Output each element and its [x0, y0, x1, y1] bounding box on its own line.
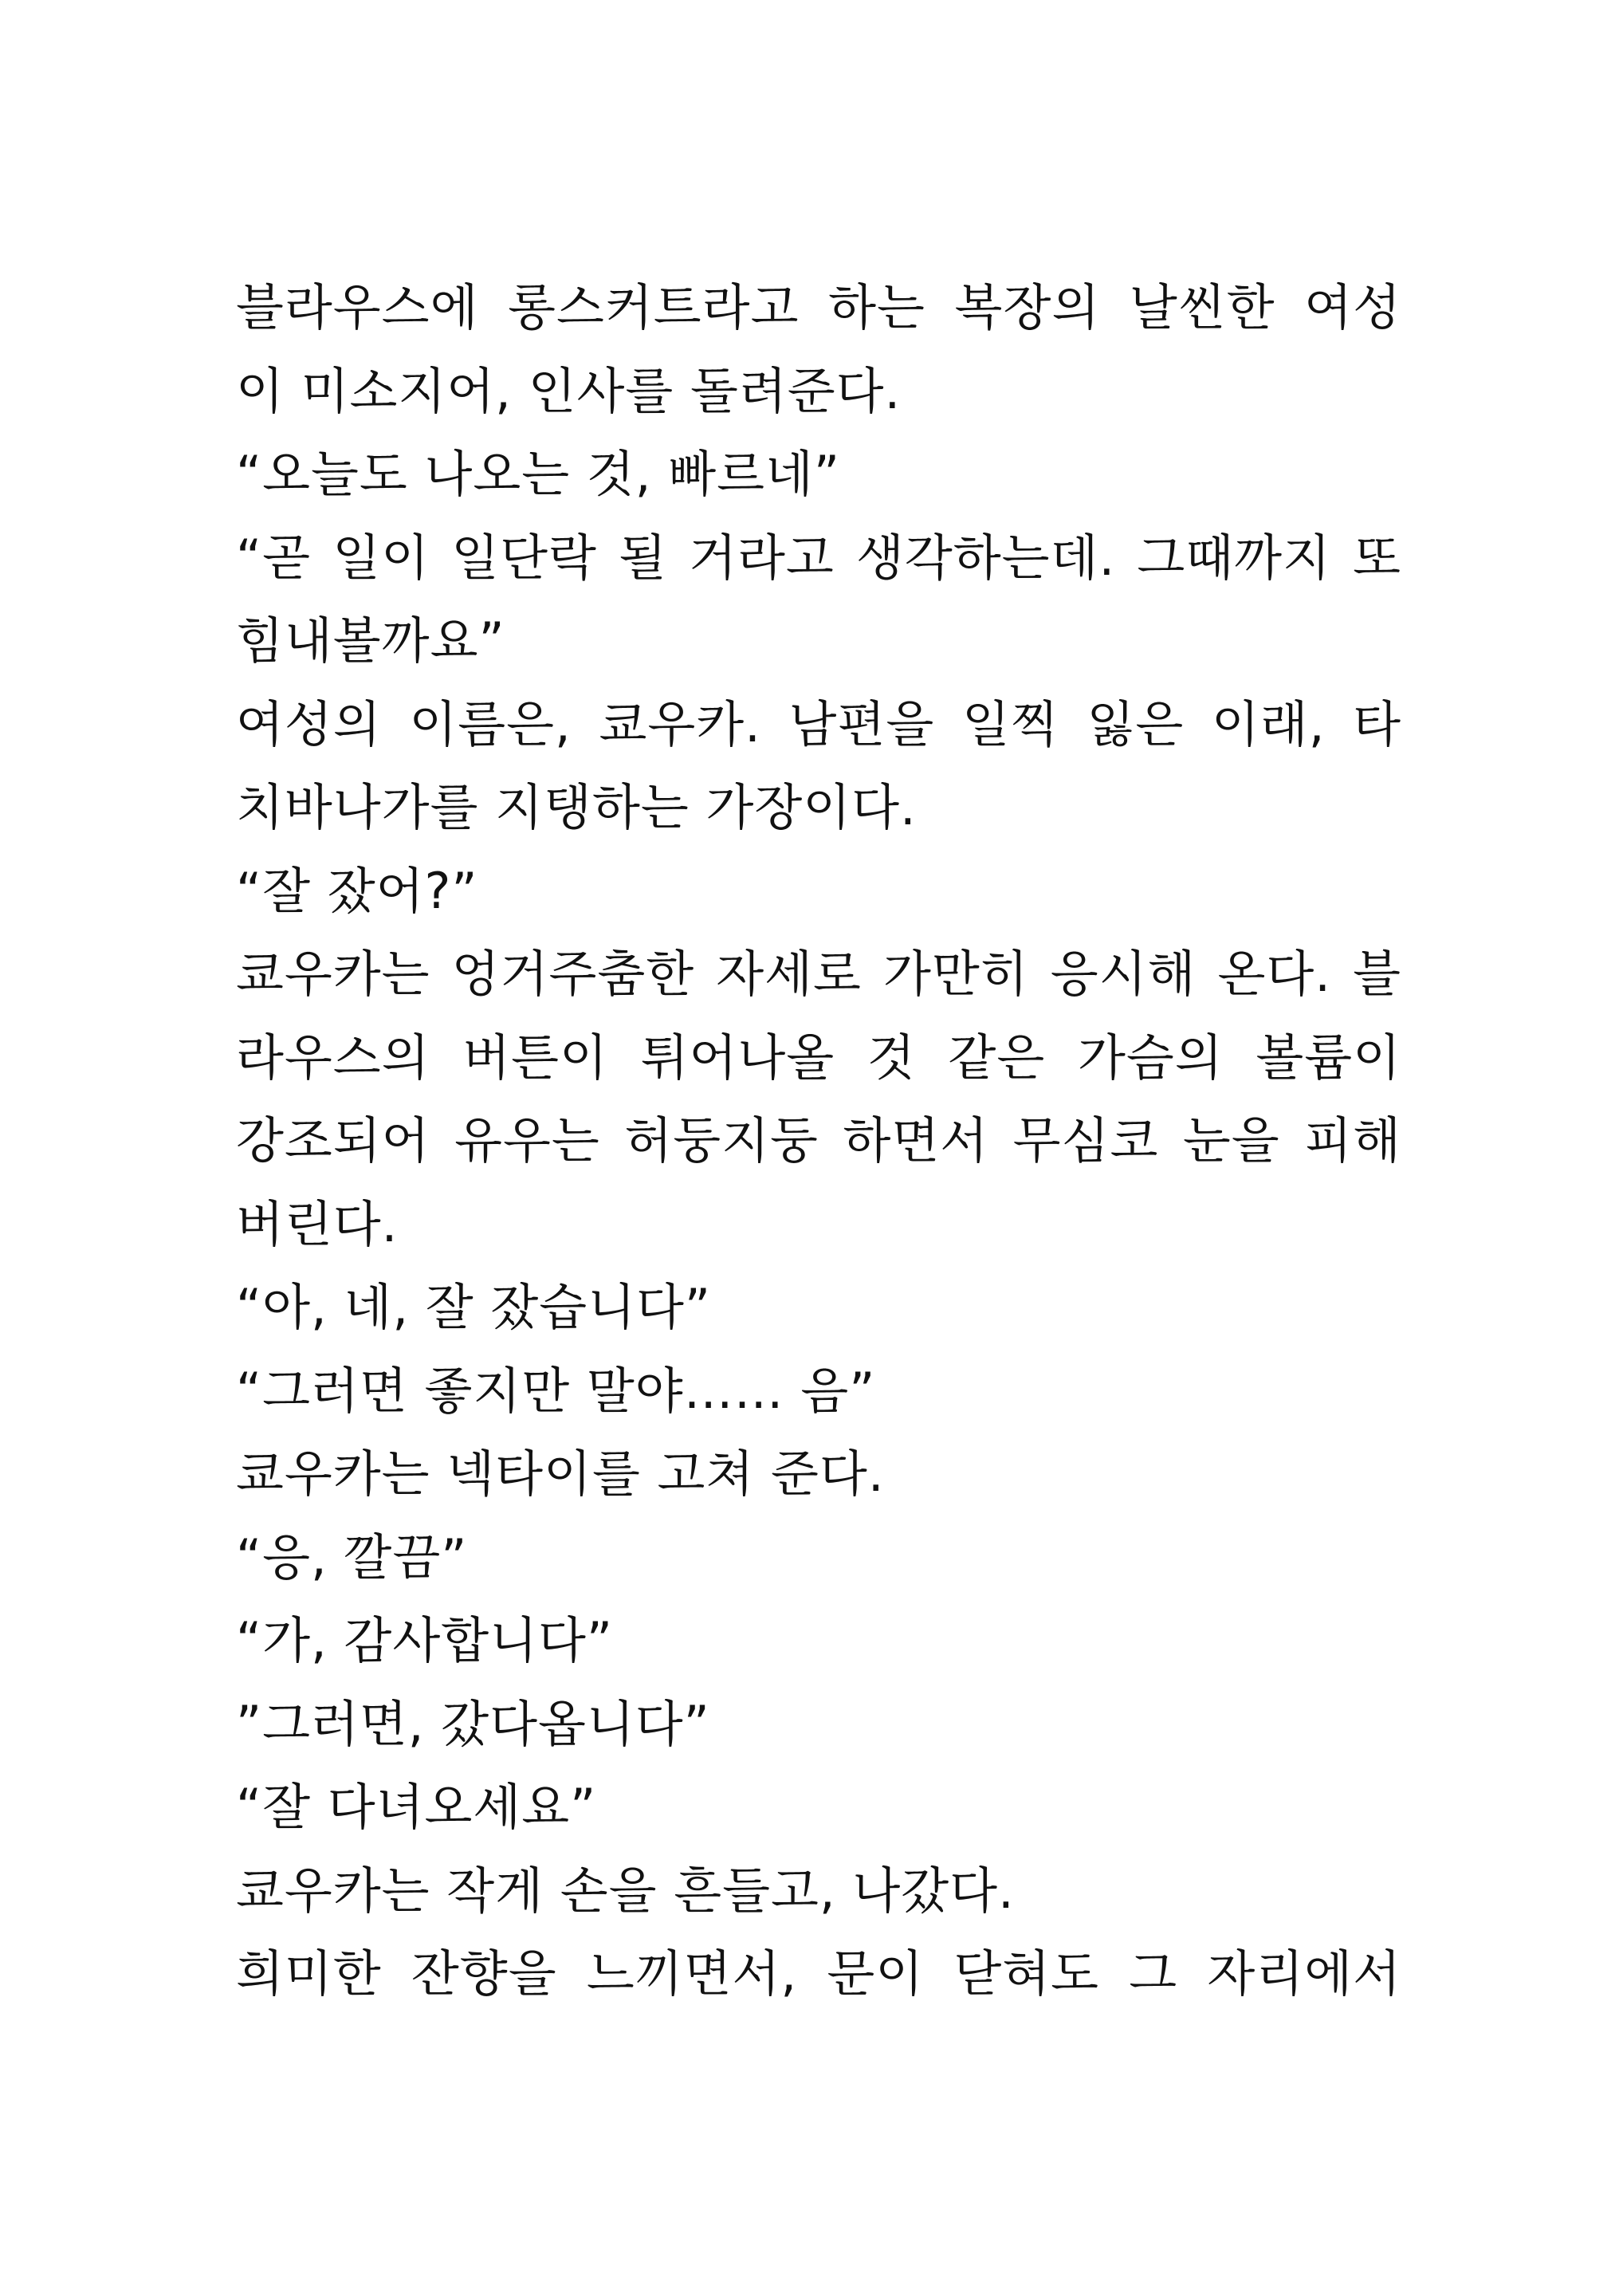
text-line: 희미한 잔향을 느끼면서, 문이 닫혀도 그 자리에서	[236, 1944, 1401, 2003]
text-line: “그러면 좋지만 말야…… 음”	[236, 1361, 876, 1420]
text-line: 힘내볼까요”	[236, 611, 505, 670]
text-line: 쿄우카는 넥타이를 고쳐 준다.	[236, 1445, 885, 1503]
text-line: “곧 일이 일단락 될 거라고 생각하는데. 그때까지 또	[236, 528, 1401, 587]
text-line: 강조되어 유우는 허둥지둥 하면서 무심코 눈을 피해	[236, 1111, 1401, 1170]
text-line: ”그러면, 갔다옵니다”	[236, 1694, 710, 1753]
text-line: 쿄우카는 엉거주춤한 자세로 가만히 응시해 온다. 블	[236, 945, 1401, 1003]
text-line: 쿄우카는 작게 손을 흔들고, 나갔다.	[236, 1861, 1015, 1920]
text-line: 라우스의 버튼이 튀어나올 것 같은 가슴의 볼륨이	[236, 1028, 1401, 1087]
text-line: 버린다.	[236, 1194, 399, 1253]
text-line: “가, 감사합니다”	[236, 1611, 614, 1669]
text-line: “잘 다녀오세요”	[236, 1778, 597, 1836]
text-line: “오늘도 나오는 것, 빠르네”	[236, 445, 840, 503]
text-line: “응, 깔끔”	[236, 1527, 468, 1586]
text-line: 치바나가를 지탱하는 가장이다.	[236, 778, 917, 836]
text-line: “잘 잤어?”	[236, 861, 478, 920]
text-line: 이 미소지어, 인사를 돌려준다.	[236, 361, 902, 420]
text-line: “아, 네, 잘 잤습니다”	[236, 1278, 712, 1336]
text-line: 여성의 이름은, 쿄우카. 남편을 일찍 잃은 이래, 타	[236, 694, 1401, 753]
text-line: 블라우스에 롱스커트라고 하는 복장의 날씬한 여성	[236, 278, 1401, 336]
body-text	[236, 266, 1401, 2016]
